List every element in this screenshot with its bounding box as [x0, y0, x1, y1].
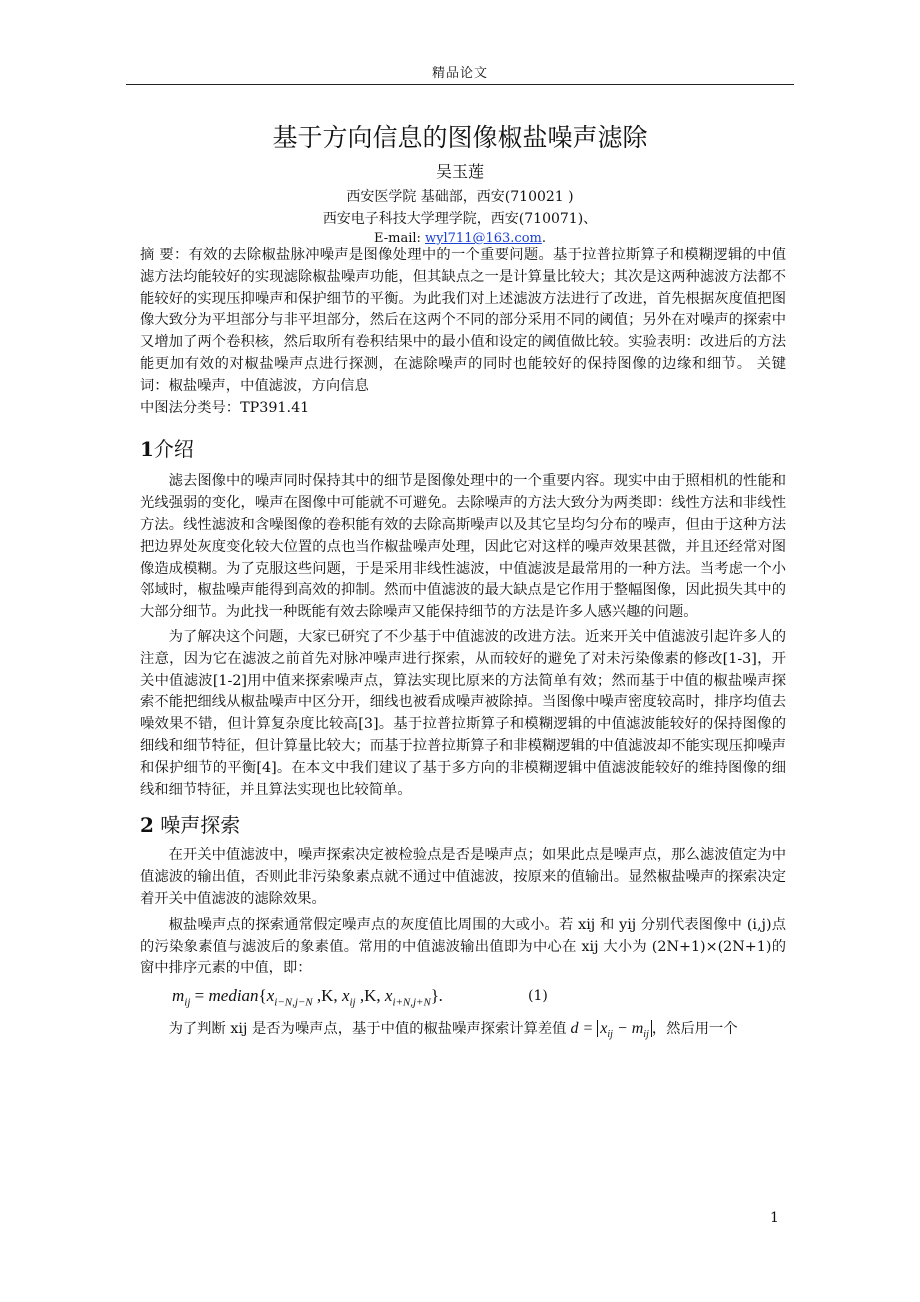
section-2-number: 2 — [140, 813, 154, 838]
affiliation-2: 西安电子科技大学理学院，西安(710071)、 — [322, 211, 598, 227]
clc-number: 中图法分类号：TP391.41 — [140, 399, 310, 416]
abstract — [140, 245, 786, 398]
email-link[interactable]: wyl711@163.com — [425, 231, 542, 246]
section-1-number: 1 — [140, 437, 154, 462]
paragraph-3-lead: 为了判断 xij 是否为噪声点，基于中值的椒盐噪声探索计算差值 — [168, 1021, 567, 1038]
equation-number: (1) — [528, 988, 548, 1005]
running-header: 精品论文 — [431, 66, 488, 81]
section-2-paragraph-2: 椒盐噪声点的探索通常假定噪声点的灰度值比周围的大或小。若 xij 和 yij 分别代表图像中 (i,j)点的污染象素值与滤波后的象素值。常用的中值滤波输出值即为中心在 xij 大小为 (2N+1)×(2N+1)的窗中排序元素的中值，即： — [140, 916, 786, 977]
section-2-title: 噪声探索 — [160, 813, 241, 838]
section-1-title: 介绍 — [153, 437, 194, 462]
equation-1 — [140, 984, 786, 1010]
abstract-label: 摘 要： — [140, 247, 189, 263]
paragraph-3-tail: ，然后用一个 — [651, 1021, 738, 1038]
email-label: E-mail: — [374, 231, 426, 246]
section-2-heading — [140, 811, 786, 839]
author-name: 吴玉莲 — [435, 162, 484, 181]
section-1-paragraph-2: 为了解决这个问题，大家已研究了不少基于中值滤波的改进方法。近来开关中值滤波引起许多人的注意，因为它在滤波之前首先对脉冲噪声进行探索，从而较好的避免了对未污染像素的修改[1-3]，开关中值滤波[1-2]用中值来探索噪声点，算法实现比原来的方法简单有效；然而基于中值的椒盐噪声探索不能把细线从椒盐噪声中区分开，细线也被看成噪声被除掉。当图像中噪声密度较高时，排序均值去噪效果不错，但计算复杂度比较高[3]。基于拉普拉斯算子和模糊逻辑的中值滤波能较好的保持图像的细线和细节特征，但计算量比较大；而基于拉普拉斯算子和非模糊逻辑的中值滤波却不能实现压抑噪声和保护细节的平衡[4]。在本文中我们建议了基于多方向的非模糊逻辑中值滤波能较好的维持图像的细线和细节特征，并且算法实现也比较简单。 — [140, 628, 786, 798]
header-rule — [126, 84, 794, 85]
section-1-heading — [140, 435, 786, 463]
affiliation-1: 西安医学院 基础部，西安(710021 ) — [346, 189, 574, 205]
title-block — [140, 118, 780, 247]
section-2-paragraph-1: 在开关中值滤波中，噪声探索决定被检验点是否是噪声点；如果此点是噪声点，那么滤波值定为中值滤波的输出值，否则此非污染象素点就不通过中值滤波，按原来的值输出。显然椒盐噪声的探索决定着开关中值滤波的滤除效果。 — [140, 847, 786, 907]
paper-title: 基于方向信息的图像椒盐噪声滤除 — [272, 123, 648, 152]
paper-body — [140, 245, 786, 1046]
section-2-paragraph-3 — [140, 1018, 786, 1046]
section-1-paragraph-1: 滤去图像中的噪声同时保持其中的细节是图像处理中的一个重要内容。现实中由于照相机的性能和光线强弱的变化，噪声在图像中可能就不可避免。去除噪声的方法大致分为两类即：线性方法和非线性方法。线性滤波和含噪图像的卷积能有效的去除高斯噪声以及其它呈均匀分布的噪声，但由于这种方法把边界处灰度变化较大位置的点也当作椒盐噪声处理，因此它对这样的噪声效果甚微，并且还经常对图像造成模糊。为了克服这些问题，于是采用非线性滤波，中值滤波是最常用的一种方法。当考虑一个小邻域时，椒盐噪声能得到高效的抑制。然而中值滤波的最大缺点是它作用于整幅图像，因此损失其中的大部分细节。为此找一种既能有效去除噪声又能保持细节的方法是许多人感兴趣的问题。 — [140, 473, 786, 621]
page-number: 1 — [770, 1210, 779, 1226]
email-suffix: . — [541, 231, 546, 246]
equation-median-formula: $m_{ij}$ = $median\{x_{i-N,j-N}$ ,K, $x_{ij}$ ,K, $x_{i+N,j+N}$}. — [172, 986, 444, 1009]
difference-formula: $d = x_{ij} - m_{ij}$ — [566, 1020, 651, 1037]
abstract-text: 有效的去除椒盐脉冲噪声是图像处理中的一个重要问题。基于拉普拉斯算子和模糊逻辑的中值滤方法均能较好的实现滤除椒盐噪声功能，但其缺点之一是计算量比较大；其次是这两种滤波方法都不能较好的实现压抑噪声和保护细节的平衡。为此我们对上述滤波方法进行了改进，首先根据灰度值把图像大致分为平坦部分与非平坦部分，然后在这两个不同的部分采用不同的阈值；另外在对噪声的探索中又增加了两个卷积核，然后取所有卷积结果中的最小值和设定的阈值做比较。实验表明：改进后的方法能更加有效的对椒盐噪声点进行探测，在滤除噪声的同时也能较好的保持图像的边缘和细节。 关键词：椒盐噪声，中值滤波，方向信息 — [140, 247, 786, 394]
